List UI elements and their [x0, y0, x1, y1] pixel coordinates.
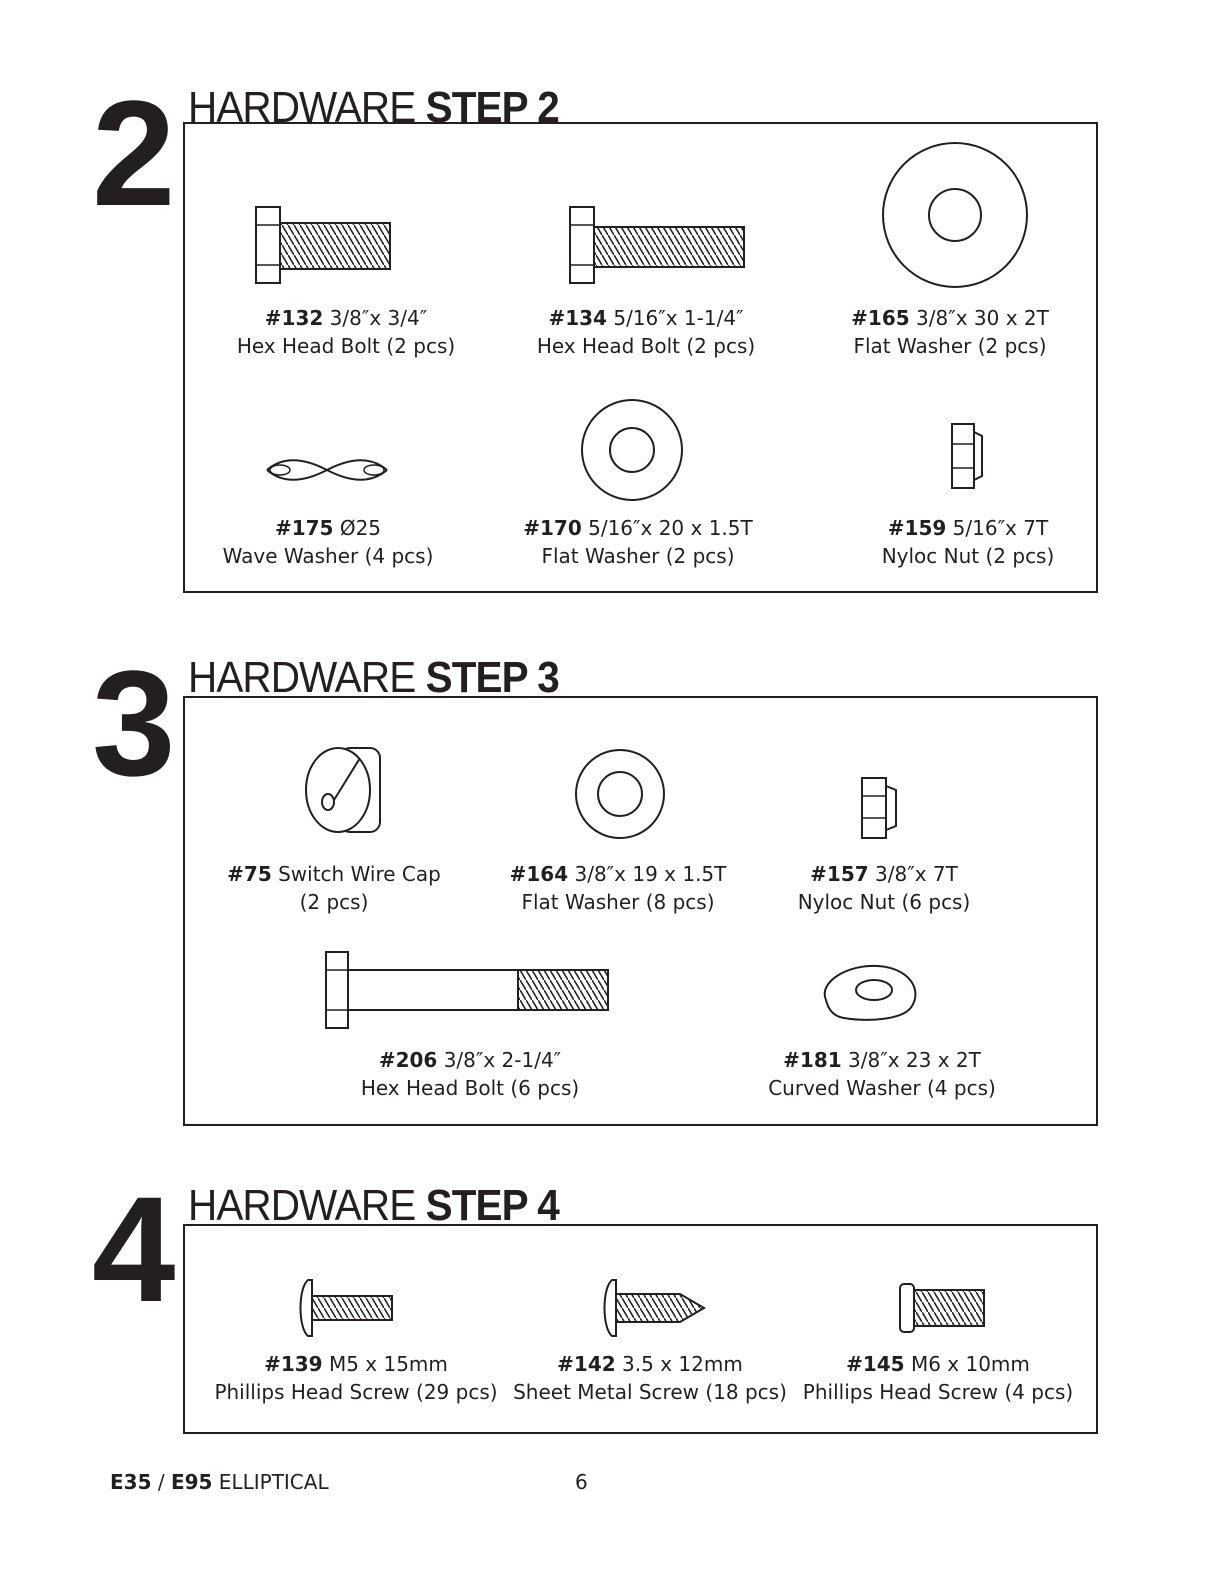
model-b: E95 — [170, 1470, 213, 1494]
part-number: #206 — [378, 1048, 438, 1072]
part-description: Flat Washer (2 pcs) — [541, 544, 735, 568]
part-description: Hex Head Bolt (2 pcs) — [236, 334, 456, 358]
step-number: 4 — [92, 1165, 176, 1333]
step-number: 2 — [92, 69, 176, 237]
page-number: 6 — [575, 1470, 588, 1494]
hex-bolt-short-icon — [252, 205, 392, 285]
wave-washer-icon — [262, 455, 392, 485]
large-flat-washer-icon — [880, 140, 1030, 290]
part-number: #170 — [523, 516, 582, 540]
part-description: (2 pcs) — [299, 890, 369, 914]
hardware-item — [808, 514, 1128, 570]
hardware-item — [778, 1350, 1098, 1406]
part-description: Flat Washer (2 pcs) — [853, 334, 1047, 358]
hardware-item — [790, 304, 1110, 360]
part-number: #165 — [851, 306, 910, 330]
heading-step: STEP 3 — [425, 653, 559, 702]
hardware-item — [310, 1046, 630, 1102]
nyloc-nut-icon — [860, 776, 900, 840]
part-spec: 3/8″x 30 x 2T — [909, 306, 1049, 330]
heading-hardware: HARDWARE — [188, 653, 416, 702]
hex-bolt-long-icon — [322, 950, 612, 1030]
part-description: Curved Washer (4 pcs) — [768, 1076, 996, 1100]
sheet-metal-screw-icon — [598, 1278, 708, 1338]
pan-head-screw-icon — [898, 1282, 988, 1334]
part-spec: 3.5 x 12mm — [615, 1352, 743, 1376]
part-number: #134 — [548, 306, 607, 330]
heading-step: STEP 2 — [425, 83, 559, 132]
hardware-item — [186, 304, 506, 360]
part-description: Phillips Head Screw (29 pcs) — [214, 1380, 498, 1404]
part-spec: Ø25 — [333, 516, 382, 540]
part-description: Phillips Head Screw (4 pcs) — [802, 1380, 1074, 1404]
part-description: Wave Washer (4 pcs) — [222, 544, 434, 568]
part-number: #181 — [783, 1048, 842, 1072]
part-description: Hex Head Bolt (6 pcs) — [360, 1076, 580, 1100]
heading-hardware: HARDWARE — [188, 83, 416, 132]
part-description: Hex Head Bolt (2 pcs) — [536, 334, 756, 358]
nyloc-nut-icon — [950, 422, 984, 490]
part-number: #145 — [846, 1352, 905, 1376]
part-spec: 3/8″x 23 x 2T — [841, 1048, 981, 1072]
hardware-item — [478, 514, 798, 570]
button-head-screw-icon — [294, 1278, 394, 1338]
flat-washer-icon — [580, 398, 684, 502]
heading-hardware: HARDWARE — [188, 1181, 416, 1230]
part-spec: 3/8″x 2-1/4″ — [437, 1048, 562, 1072]
part-number: #139 — [264, 1352, 323, 1376]
hardware-item — [174, 860, 494, 916]
hardware-item — [168, 514, 488, 570]
step-heading — [188, 653, 559, 702]
part-spec: 3/8″x 19 x 1.5T — [568, 862, 727, 886]
curved-washer-icon — [818, 960, 922, 1024]
part-spec: 5/16″x 20 x 1.5T — [581, 516, 753, 540]
hardware-item — [196, 1350, 516, 1406]
heading-step: STEP 4 — [425, 1181, 559, 1230]
flat-washer-icon — [574, 748, 666, 840]
hardware-item — [722, 1046, 1042, 1102]
part-number: #159 — [887, 516, 947, 540]
part-number: #132 — [264, 306, 324, 330]
part-number: #157 — [810, 862, 869, 886]
product-name: ELLIPTICAL — [212, 1470, 329, 1494]
step-number: 3 — [92, 639, 176, 807]
part-description: Nyloc Nut (2 pcs) — [881, 544, 1055, 568]
part-number: #175 — [274, 516, 334, 540]
part-number: #164 — [509, 862, 569, 886]
step-heading — [188, 1181, 559, 1230]
part-description: Nyloc Nut (6 pcs) — [797, 890, 971, 914]
part-spec: 5/16″x 7T — [946, 516, 1049, 540]
part-spec: 5/16″x 1-1/4″ — [606, 306, 744, 330]
hardware-item — [490, 1350, 810, 1406]
part-description: Flat Washer (8 pcs) — [521, 890, 715, 914]
hardware-item — [486, 304, 806, 360]
part-spec: 3/8″x 7T — [868, 862, 958, 886]
part-number: #142 — [557, 1352, 616, 1376]
hex-bolt-medium-icon — [566, 205, 746, 285]
part-spec: M6 x 10mm — [904, 1352, 1030, 1376]
part-spec: 3/8″x 3/4″ — [323, 306, 428, 330]
part-description: Sheet Metal Screw (18 pcs) — [513, 1380, 787, 1404]
part-spec: M5 x 15mm — [322, 1352, 448, 1376]
switch-wire-cap-icon — [298, 740, 388, 840]
footer-model — [110, 1470, 329, 1494]
model-a: E35 — [110, 1470, 152, 1494]
model-separator: / — [151, 1470, 171, 1494]
part-number: #75 — [227, 862, 272, 886]
hardware-item — [724, 860, 1044, 916]
part-spec: Switch Wire Cap — [271, 862, 441, 886]
